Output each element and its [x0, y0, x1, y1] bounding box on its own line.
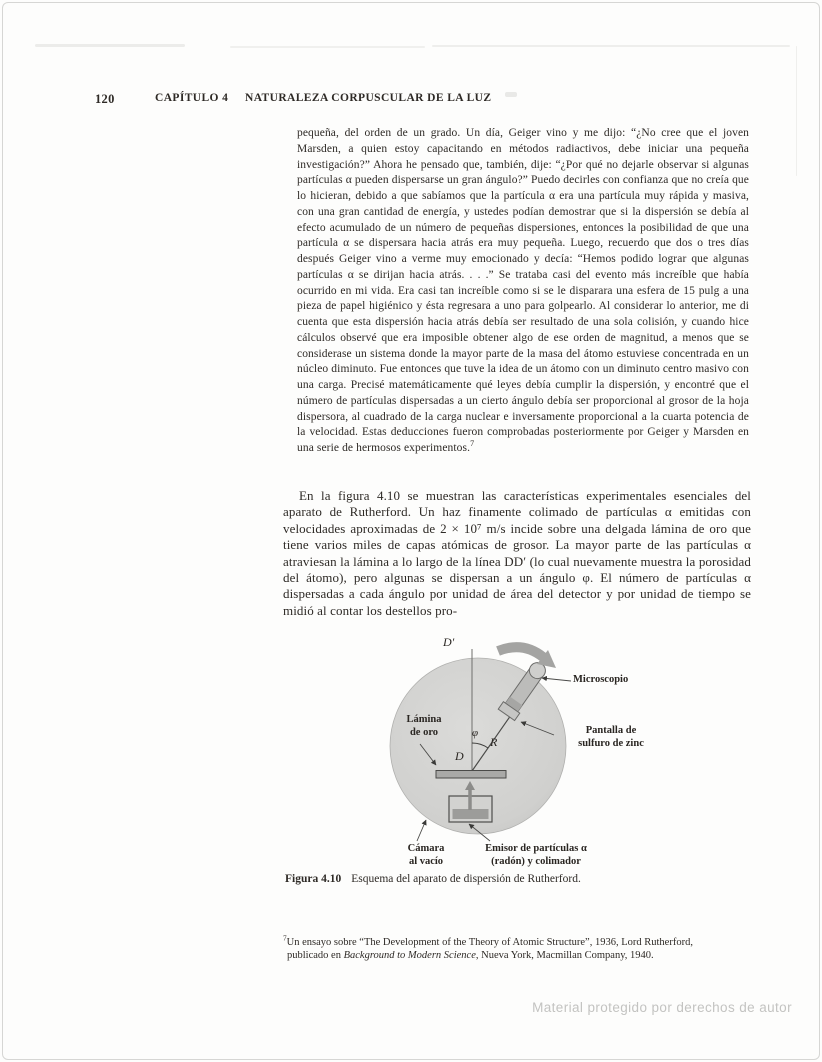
figure-caption [285, 872, 755, 886]
quote-paragraph [297, 126, 749, 457]
figure-caption-number: Figura 4.10 [285, 873, 342, 885]
chamber-label: Cámara al vacío [407, 843, 445, 867]
microscope-label: Microscopio [573, 674, 629, 685]
emitter-label: Emisor de partículas α (radón) y colimador [485, 843, 587, 867]
chapter-heading: CAPÍTULO 4 [155, 92, 229, 104]
running-title: NATURALEZA CORPUSCULAR DE LA LUZ [245, 92, 492, 104]
footnote-line2: publicado en Background to Modern Science, Nueva York, Macmillan Company, 1940. [287, 950, 654, 962]
scan-artifact [796, 46, 797, 176]
point-d-prime-label: D′ [443, 635, 455, 649]
point-d-label: D [455, 749, 464, 763]
footnote-line1: $^7$Un ensayo sobre “The Development of the Theory of Atomic Structure”, 1936, Lord Rutherford, [283, 933, 693, 948]
radon-source [453, 809, 489, 819]
body-paragraph: En la figura 4.10 se muestran las características experimentales esenciales del aparato de Rutherford. Un haz finamente colimado de partículas α emitidas con velocidades aproximadas de 2 × 10⁷ m/s incide sobre una delgada lámina de oro que tiene varios miles de capas atómicas de grosor. La mayor parte de las partículas α atraviesan la lámina a lo largo de la línea DD′ (lo cual nuevamente muestra la porosidad del átomo), pero algunas se dispersan a un ángulo φ. El número de partículas α dispersadas a cada ángulo por unidad de área del detector y por unidad de tiempo se midió al contar los destellos pro- [283, 488, 751, 618]
page-number: 120 [95, 92, 115, 106]
scan-artifact [35, 44, 185, 47]
gold-foil [436, 771, 506, 779]
screen-label: Pantalla de sulfuro de zinc [578, 725, 644, 749]
gold-foil-label: Lámina de oro [406, 714, 442, 738]
copyright-watermark: Material protegido por derechos de autor [532, 1000, 792, 1015]
microscope-leader-line [542, 678, 571, 681]
scan-artifact [230, 46, 425, 48]
phi-label: φ [472, 727, 479, 739]
footnote [283, 933, 757, 962]
footnote-reference: 7 [470, 439, 475, 449]
scan-artifact [505, 92, 517, 97]
chamber-leader-line [417, 820, 426, 841]
figure-caption-text: Esquema del aparato de dispersión de Rutherford. [351, 873, 581, 885]
radius-r-label: R [490, 735, 498, 749]
scan-artifact [432, 45, 790, 47]
quote-text: pequeña, del orden de un grado. Un día, Geiger vino y me dijo: “¿No cree que el joven Marsden, a quien estoy capacitando en métodos radiactivos, debe iniciar una pequeña investigación?” Ahora he pensado que, también, dije: “¿Por qué no dejarle observar si algunas partículas α pueden dispersarse un gran ángulo?” Puedo decirles con confianza que no creía que lo hicieran, debido a que sabíamos que la partícula α era una partícula muy rápida y masiva, con una gran cantidad de energía, y ustedes podían demostrar que si la dispersión se debía al efecto acumulado de un número de pequeñas dispersiones, entonces la posibilidad de que una partícula α se dispersara hacia atrás era muy pequeña. Luego, recuerdo que dos o tres días después Geiger vino a verme muy emocionado y decía: “Hemos podido lograr que algunas partículas α se dirijan hacia atrás. . . .” Se trataba casi del evento más increíble que había ocurrido en mi vida. Era casi tan increíble como si se le disparara una esfera de 15 pulg a una pieza de papel higiénico y ésta regresara a uno para golpearlo. Al considerar lo anterior, me di cuenta que esta dispersión hacia atrás debía ser resultado de una sola colisión, y cuando hice cálculos observé que era imposible obtener algo de ese orden de magnitud, a menos que se considerase un sistema donde la mayor parte de la masa del átomo estuviese concentrada en un núcleo diminuto. Fue entonces que tuve la idea de un átomo con un diminuto centro masivo con una carga. Precisé matemáticamente qué leyes debía cumplir la dispersión, y encontré que el número de partículas dispersadas a un cierto ángulo debía ser proporcional al grosor de la hoja dispersora, al cuadrado de la carga nuclear e inversamente proporcional a la cuarta potencia de la velocidad. Estas deducciones fueron comprobadas posteriormente por Geiger y Marsden en una serie de hermosos experimentos. [297, 127, 749, 454]
rotation-arrow-shaft [498, 647, 543, 657]
